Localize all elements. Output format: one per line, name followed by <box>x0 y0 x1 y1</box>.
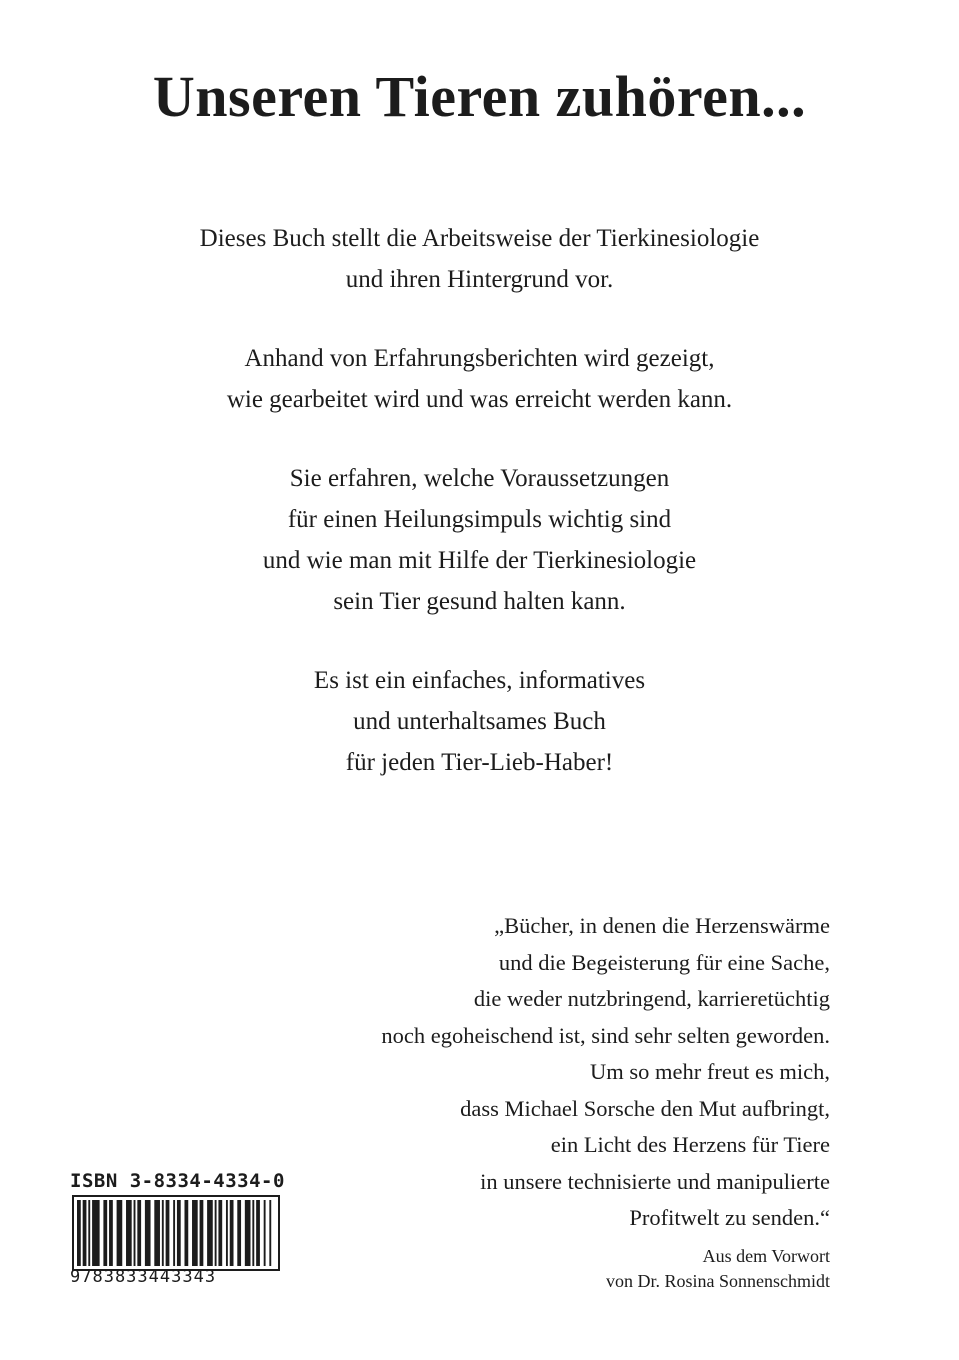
barcode-bar <box>226 1200 228 1266</box>
barcode-bar <box>166 1200 170 1266</box>
barcode-icon <box>77 1200 275 1266</box>
barcode-bar <box>137 1200 141 1266</box>
barcode-bar <box>88 1200 90 1266</box>
attribution-line: von Dr. Rosina Sonnenschmidt <box>606 1271 830 1291</box>
description-line: und unterhaltsames Buch <box>353 708 606 735</box>
quote-line: die weder nutzbringend, karrieretüchtig <box>473 986 830 1011</box>
barcode-bar <box>256 1200 260 1266</box>
description-line: Sie erfahren, welche Voraussetzungen <box>289 465 670 492</box>
description-paragraph <box>0 218 959 300</box>
quote-line: noch egoheischend ist, sind sehr selten geworden. <box>381 1022 830 1048</box>
barcode-frame <box>72 1195 280 1271</box>
barcode-digits: 9783833443343 <box>70 1267 217 1287</box>
description-line: und wie man mit Hilfe der Tierkinesiologie <box>262 547 697 574</box>
barcode-bar <box>145 1200 151 1266</box>
barcode-bar <box>83 1200 87 1266</box>
description-paragraph <box>0 660 959 783</box>
quote-line: in unsere technisierte und manipulierte <box>480 1168 830 1194</box>
barcode-bar <box>200 1200 204 1266</box>
barcode-bar <box>103 1200 107 1266</box>
book-title: Unseren Tieren zuhören... <box>152 64 807 129</box>
quote-line: und die Begeisterung für eine Sache, <box>498 949 830 975</box>
barcode-bar <box>245 1200 251 1266</box>
quote-line: Profitwelt zu senden.“ <box>629 1205 830 1230</box>
description-line: sein Tier gesund halten kann. <box>333 588 626 615</box>
foreword-quote <box>270 908 830 1237</box>
quote-line: ein Licht des Herzens für Tiere <box>550 1132 830 1157</box>
quote-attribution <box>430 1244 830 1294</box>
isbn-barcode-block <box>70 1168 285 1292</box>
barcode-bar <box>109 1200 113 1266</box>
barcode-bar <box>215 1200 217 1266</box>
description-line: Dieses Buch stellt die Arbeitsweise der Tierkinesiologie <box>199 225 760 252</box>
barcode-bar <box>230 1200 234 1266</box>
description-paragraph <box>0 458 959 622</box>
barcode-bar <box>117 1200 123 1266</box>
description-line: für einen Heilungsimpuls wichtig sind <box>287 506 672 533</box>
description-paragraph <box>0 338 959 420</box>
description-line: Es ist ein einfaches, informatives <box>313 667 646 694</box>
barcode-bar <box>134 1200 136 1266</box>
barcode-bar <box>173 1200 175 1266</box>
description-line: für jeden Tier-Lieb-Haber! <box>345 749 614 776</box>
barcode-bar <box>177 1200 181 1266</box>
barcode-bar <box>77 1200 81 1266</box>
barcode-bar <box>237 1200 241 1266</box>
book-description <box>0 218 959 821</box>
description-line: wie gearbeitet wird und was erreicht werden kann. <box>226 386 733 413</box>
description-line: Anhand von Erfahrungsberichten wird gezeigt, <box>244 345 715 372</box>
barcode-bar <box>192 1200 198 1266</box>
barcode-bar <box>92 1200 100 1266</box>
barcode-bar <box>252 1200 254 1266</box>
isbn-label: ISBN 3-8334-4334-0 <box>70 1170 285 1192</box>
quote-line: dass Michael Sorsche den Mut aufbringt, <box>460 1095 830 1121</box>
barcode-bar <box>218 1200 222 1266</box>
barcode-bar <box>184 1200 188 1266</box>
barcode-bar <box>269 1200 271 1266</box>
barcode-bar <box>207 1200 213 1266</box>
quote-line: Um so mehr freut es mich, <box>590 1059 830 1084</box>
quote-line: „Bücher, in denen die Herzenswärme <box>494 913 830 938</box>
barcode-bar <box>162 1200 164 1266</box>
barcode-bar <box>126 1200 132 1266</box>
attribution-line: Aus dem Vorwort <box>702 1246 830 1266</box>
barcode-bar <box>264 1200 266 1266</box>
barcode-bar <box>154 1200 160 1266</box>
description-line: und ihren Hintergrund vor. <box>345 266 614 293</box>
